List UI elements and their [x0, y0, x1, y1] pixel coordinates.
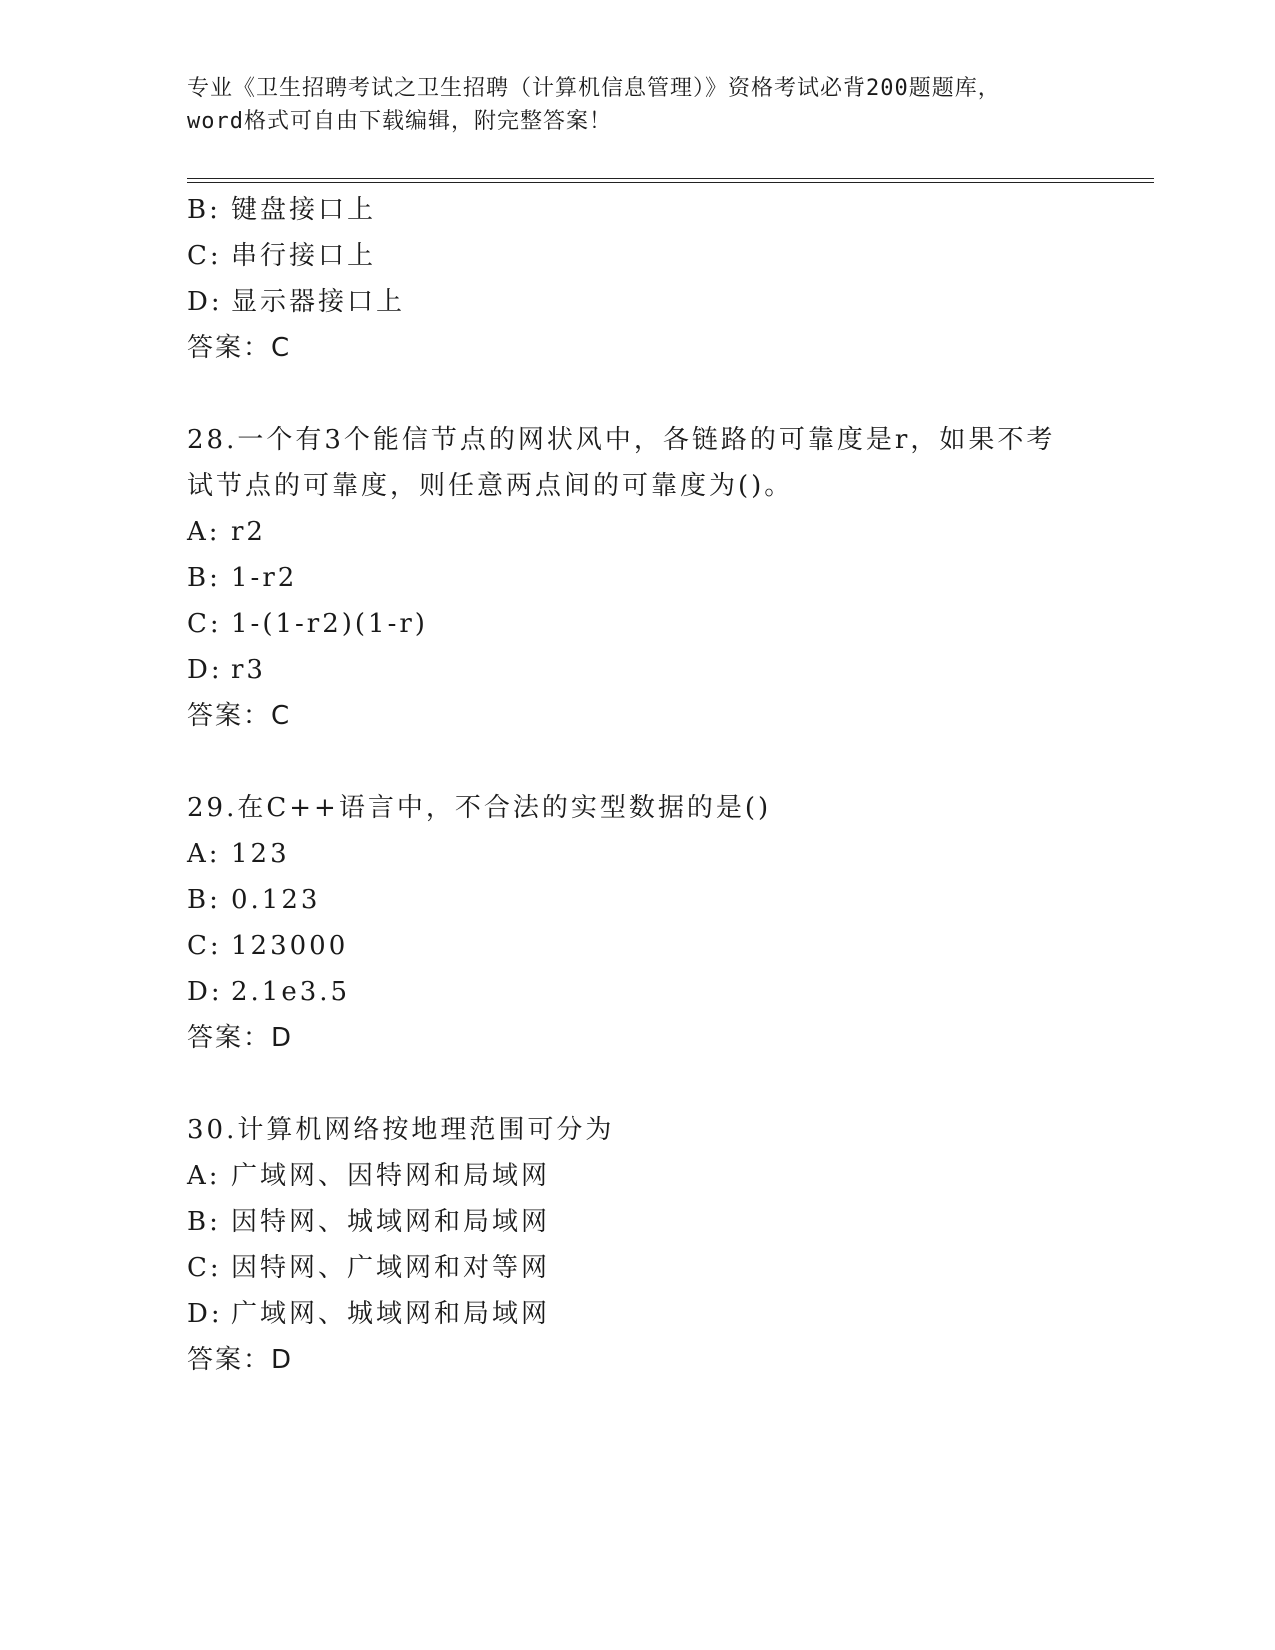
- option-text: 因特网、广域网和对等网: [231, 1253, 551, 1283]
- option-label: B:: [187, 1207, 221, 1237]
- question-stem: 30.计算机网络按地理范围可分为: [187, 1115, 615, 1145]
- option-d: [187, 1291, 1087, 1337]
- question-27: [187, 187, 1087, 371]
- option-text: 123000: [231, 931, 349, 961]
- option-b: [187, 555, 1087, 601]
- answer: 答案：C: [187, 333, 292, 363]
- option-b: [187, 187, 1087, 233]
- question-stem: 29.在C++语言中，不合法的实型数据的是(): [187, 793, 772, 823]
- option-label: D:: [187, 1299, 223, 1329]
- question-28: [187, 417, 1087, 739]
- header-line-1: 专业《卫生招聘考试之卫生招聘（计算机信息管理）》资格考试必背200题题库，: [187, 76, 1001, 101]
- option-b: [187, 877, 1087, 923]
- option-label: B:: [187, 885, 221, 915]
- option-d: [187, 969, 1087, 1015]
- option-label: D:: [187, 287, 223, 317]
- option-c: [187, 601, 1087, 647]
- option-text: 2.1e3.5: [231, 977, 351, 1007]
- document-header: [187, 72, 1087, 138]
- option-label: B:: [187, 195, 221, 225]
- option-c: [187, 233, 1087, 279]
- option-b: [187, 1199, 1087, 1245]
- option-text: 广域网、城域网和局域网: [231, 1299, 551, 1329]
- header-divider: [187, 178, 1154, 183]
- answer: 答案：D: [187, 1023, 294, 1053]
- question-stem-continued: 试节点的可靠度，则任意两点间的可靠度为()。: [187, 471, 794, 501]
- option-text: 键盘接口上: [231, 195, 377, 225]
- option-d: [187, 647, 1087, 693]
- option-label: B:: [187, 563, 221, 593]
- option-label: A:: [187, 517, 221, 547]
- option-c: [187, 923, 1087, 969]
- option-label: A:: [187, 839, 221, 869]
- option-a: [187, 1153, 1087, 1199]
- header-line-2: word格式可自由下载编辑，附完整答案！: [187, 109, 612, 134]
- option-label: A:: [187, 1161, 221, 1191]
- option-text: 因特网、城域网和局域网: [231, 1207, 551, 1237]
- option-text: 1-(1-r2)(1-r): [231, 609, 428, 639]
- option-a: [187, 509, 1087, 555]
- option-label: D:: [187, 655, 223, 685]
- option-label: C:: [187, 609, 222, 639]
- option-text: 123: [231, 839, 290, 869]
- option-a: [187, 831, 1087, 877]
- option-c: [187, 1245, 1087, 1291]
- option-label: C:: [187, 1253, 222, 1283]
- option-label: C:: [187, 931, 222, 961]
- question-stem: 28.一个有3个能信节点的网状风中，各链路的可靠度是r，如果不考: [187, 425, 1056, 455]
- question-list: [187, 187, 1087, 1383]
- option-text: r2: [231, 517, 266, 547]
- option-text: 串行接口上: [231, 241, 377, 271]
- question-29: [187, 785, 1087, 1061]
- question-30: [187, 1107, 1087, 1383]
- option-text: 1-r2: [231, 563, 298, 593]
- option-d: [187, 279, 1087, 325]
- option-text: 显示器接口上: [231, 287, 406, 317]
- option-text: r3: [231, 655, 266, 685]
- option-label: C:: [187, 241, 222, 271]
- answer: 答案：C: [187, 701, 292, 731]
- option-label: D:: [187, 977, 223, 1007]
- option-text: 0.123: [231, 885, 321, 915]
- answer: 答案：D: [187, 1345, 294, 1375]
- option-text: 广域网、因特网和局域网: [231, 1161, 551, 1191]
